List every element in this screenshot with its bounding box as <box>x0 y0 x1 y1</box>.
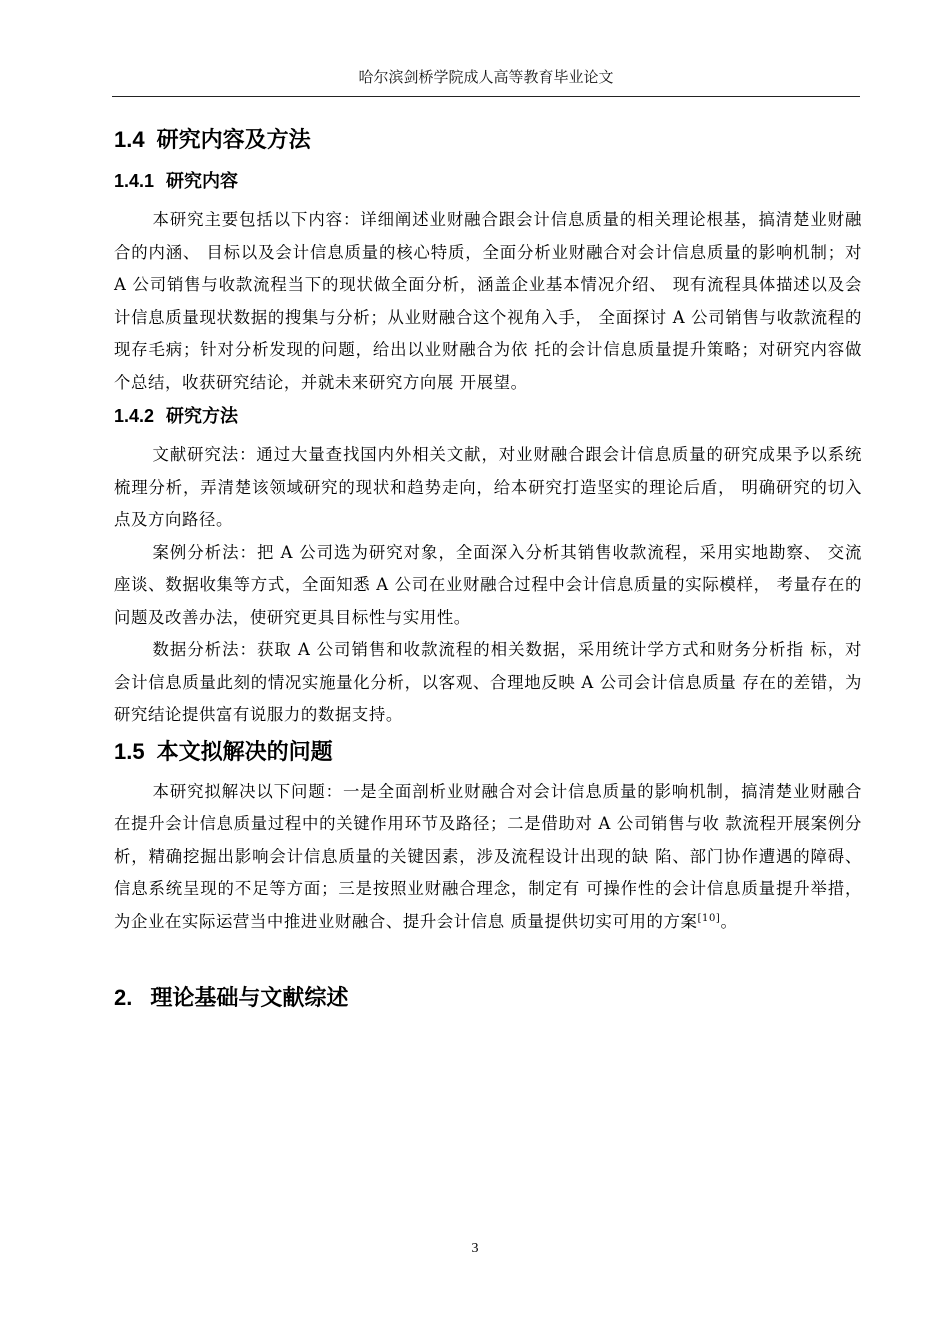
subsection-number: 1.4.2 <box>114 406 155 426</box>
section-number: 1.4 <box>114 127 145 152</box>
page-body <box>114 120 862 1018</box>
paragraph-problems <box>114 776 862 939</box>
paragraph-case-method: 案例分析法：把 A 公司选为研究对象，全面深入分析其销售收款流程，采用实地勘察、 交流座谈、数据收集等方式，全面知悉 A 公司在业财融合过程中会计信息质量的实际模样， 考量存在的问题及改善办法，使研究更具目标性与实用性。 <box>114 542 862 627</box>
paragraph-research-content: 本研究主要包括以下内容：详细阐述业财融合跟会计信息质量的相关理论根基，搞清楚业财融合的内涵、 目标以及会计信息质量的核心特质，全面分析业财融合对会计信息质量的影响机制；对 A 公司销售与收款流程当下的现状做全面分析，涵盖企业基本情况介绍、 现有流程具体描述以及会计信息质量现状数据的搜集与分析；从业财融合这个视角入手， 全面探讨 A 公司销售与收款流程的现存毛病；针对分析发现的问题，给出以业财融合为依 托的会计信息质量提升策略；对研究内容做个总结，收获研究结论，并就未来研究方向展 开展望。 <box>114 210 862 392</box>
subsection-heading-1-4-1 <box>114 164 862 198</box>
chapter-number: 2. <box>114 985 133 1010</box>
paragraph-end: 。 <box>720 911 738 931</box>
subsection-number: 1.4.1 <box>114 171 155 191</box>
subsection-title: 研究方法 <box>166 406 239 427</box>
section-title: 研究内容及方法 <box>156 128 311 153</box>
running-header: 哈尔滨剑桥学院成人高等教育毕业论文 <box>358 68 614 86</box>
page-number: 3 <box>471 1241 479 1256</box>
chapter-title: 理论基础与文献综述 <box>150 986 349 1011</box>
header-divider <box>112 96 860 97</box>
paragraph-literature-method: 文献研究法：通过大量查找国内外相关文献，对业财融合跟会计信息质量的研究成果予以系统梳理分析，弄清楚该领域研究的现状和趋势走向，给本研究打造坚实的理论后盾， 明确研究的切入点及方向路径。 <box>114 445 862 529</box>
citation-reference: [10] <box>697 912 721 924</box>
paragraph-data-method: 数据分析法：获取 A 公司销售和收款流程的相关数据，采用统计学方式和财务分析指 标，对会计信息质量此刻的情况实施量化分析，以客观、合理地反映 A 公司会计信息质量 存在的差错，为研究结论提供富有说服力的数据支持。 <box>114 640 862 724</box>
subsection-heading-1-4-2 <box>114 399 862 433</box>
paragraph-text: 本研究拟解决以下问题：一是全面剖析业财融合对会计信息质量的影响机制，搞清楚业财融合在提升会计信息质量过程中的关键作用环节及路径；二是借助对 A 公司销售与收 款流程开展案例分析，精确挖掘出影响会计信息质量的关键因素，涉及流程设计出现的缺 陷、部门协作遭遇的障碍、信息系统呈现的不足等方面；三是按照业财融合理念，制定有 可操作性的会计信息质量提升举措，为企业在实际运营当中推进业财融合、提升会计信息 质量提供切实可用的方案 <box>114 781 862 931</box>
section-heading-1-5 <box>114 732 862 772</box>
section-number: 1.5 <box>114 738 145 764</box>
subsection-title: 研究内容 <box>166 171 239 192</box>
chapter-heading-2 <box>114 978 862 1018</box>
section-heading-1-4 <box>114 120 862 160</box>
section-title: 本文拟解决的问题 <box>156 739 333 765</box>
